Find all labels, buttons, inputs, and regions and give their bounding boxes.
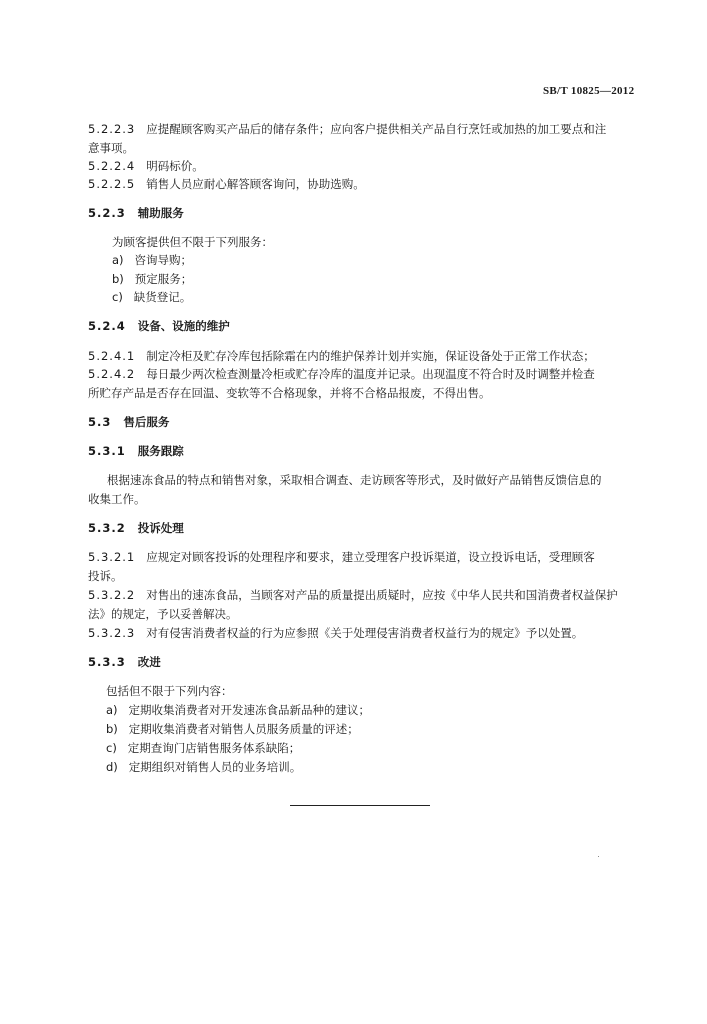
list-text: 定期收集消费者对销售人员服务质量的评述； <box>128 722 359 736</box>
list-item <box>112 292 191 304</box>
clause-5-3-2-2 <box>88 590 618 602</box>
clause-5-2-4-1 <box>88 351 595 363</box>
section-title: 服务跟踪 <box>137 444 184 458</box>
section-5-3-1-text-cont: 收集工作。 <box>88 492 146 506</box>
section-5-3-1-text: 根据速冻食品的特点和销售对象，采取相合调查、走访顾客等形式，及时做好产品销售反馈信息的 <box>107 473 602 487</box>
list-text: 定期查询门店销售服务体系缺陷； <box>127 741 301 755</box>
clause-text: 对有侵害消费者权益的行为应参照《关于处理侵害消费者权益行为的规定》予以处置。 <box>146 626 584 640</box>
clause-number: 5.3.2.3 <box>88 626 136 640</box>
section-number: 5.2.4 <box>88 319 126 333</box>
section-title: 改进 <box>137 655 161 669</box>
clause-5-3-2-3 <box>88 628 583 640</box>
list-item <box>112 255 192 267</box>
section-title: 投诉处理 <box>137 521 184 535</box>
section-5-3-heading <box>88 417 169 429</box>
clause-text: 应规定对顾客投诉的处理程序和要求，建立受理客户投诉渠道，设立投诉电话，受理顾客 <box>146 550 595 564</box>
standard-code: SB/T 10825—2012 <box>543 85 635 97</box>
end-rule <box>290 805 430 806</box>
section-number: 5.2.3 <box>88 206 126 220</box>
list-text: 缺货登记。 <box>133 290 192 304</box>
list-label: b) <box>106 722 118 736</box>
section-title: 设备、设施的维护 <box>137 319 230 333</box>
section-5-2-4-heading <box>88 321 230 333</box>
section-5-3-3-intro: 包括但不限于下列内容： <box>106 684 233 698</box>
list-item <box>106 743 300 755</box>
section-number: 5.3.2 <box>88 521 126 535</box>
clause-5-2-2-5 <box>88 179 365 191</box>
clause-number: 5.2.4.1 <box>88 349 136 363</box>
list-label: a) <box>112 253 124 267</box>
list-label: c) <box>106 741 117 755</box>
section-5-2-3-intro: 为顾客提供但不限于下列服务： <box>112 235 273 249</box>
list-label: c) <box>112 290 123 304</box>
section-title: 售后服务 <box>123 415 170 429</box>
list-label: d) <box>106 760 118 774</box>
list-text: 预定服务； <box>134 272 193 286</box>
list-text: 定期组织对销售人员的业务培训。 <box>128 760 302 774</box>
clause-5-2-2-3 <box>88 124 606 136</box>
section-5-3-1-heading <box>88 446 184 458</box>
clause-5-3-2-1 <box>88 552 595 564</box>
clause-5-2-4-2 <box>88 369 595 381</box>
list-item <box>106 762 301 774</box>
clause-text: 明码标价。 <box>146 159 204 173</box>
clause-text: 应提醒顾客购买产品后的储存条件；应向客户提供相关产品自行烹饪或加热的加工要点和注 <box>146 122 607 136</box>
clause-5-2-4-2-cont: 所贮存产品是否存在回温、变软等不合格现象，并将不合格品报废，不得出售。 <box>88 386 491 400</box>
section-number: 5.3 <box>88 415 112 429</box>
list-item <box>112 274 192 286</box>
clause-5-3-2-2-cont: 法》的规定，予以妥善解决。 <box>88 607 238 621</box>
list-label: a) <box>106 703 118 717</box>
clause-text: 每日最少两次检查测量冷柜或贮存冷库的温度并记录。出现温度不符合时及时调整并检查 <box>146 367 595 381</box>
clause-number: 5.2.2.5 <box>88 177 136 191</box>
list-item <box>106 705 370 717</box>
section-number: 5.3.3 <box>88 655 126 669</box>
clause-number: 5.2.2.3 <box>88 122 136 136</box>
list-item <box>106 724 359 736</box>
clause-number: 5.3.2.2 <box>88 588 136 602</box>
section-title: 辅助服务 <box>137 206 184 220</box>
section-5-3-3-heading <box>88 657 161 669</box>
scan-speck <box>598 856 599 857</box>
section-5-2-3-heading <box>88 208 184 220</box>
list-text: 定期收集消费者对开发速冻食品新品种的建议； <box>128 703 371 717</box>
section-number: 5.3.1 <box>88 444 126 458</box>
clause-text: 制定冷柜及贮存冷库包括除霜在内的维护保养计划并实施，保证设备处于正常工作状态； <box>146 349 595 363</box>
list-label: b) <box>112 272 124 286</box>
clause-text: 对售出的速冻食品，当顾客对产品的质量提出质疑时，应按《中华人民共和国消费者权益保护 <box>146 588 618 602</box>
clause-number: 5.3.2.1 <box>88 550 136 564</box>
clause-5-3-2-1-cont: 投诉。 <box>88 569 123 583</box>
clause-text: 销售人员应耐心解答顾客询问，协助选购。 <box>146 177 365 191</box>
clause-number: 5.2.2.4 <box>88 159 136 173</box>
list-text: 咨询导购； <box>134 253 193 267</box>
clause-5-2-2-3-cont: 意事项。 <box>88 141 134 155</box>
clause-number: 5.2.4.2 <box>88 367 136 381</box>
clause-5-2-2-4 <box>88 161 204 173</box>
section-5-3-2-heading <box>88 523 184 535</box>
